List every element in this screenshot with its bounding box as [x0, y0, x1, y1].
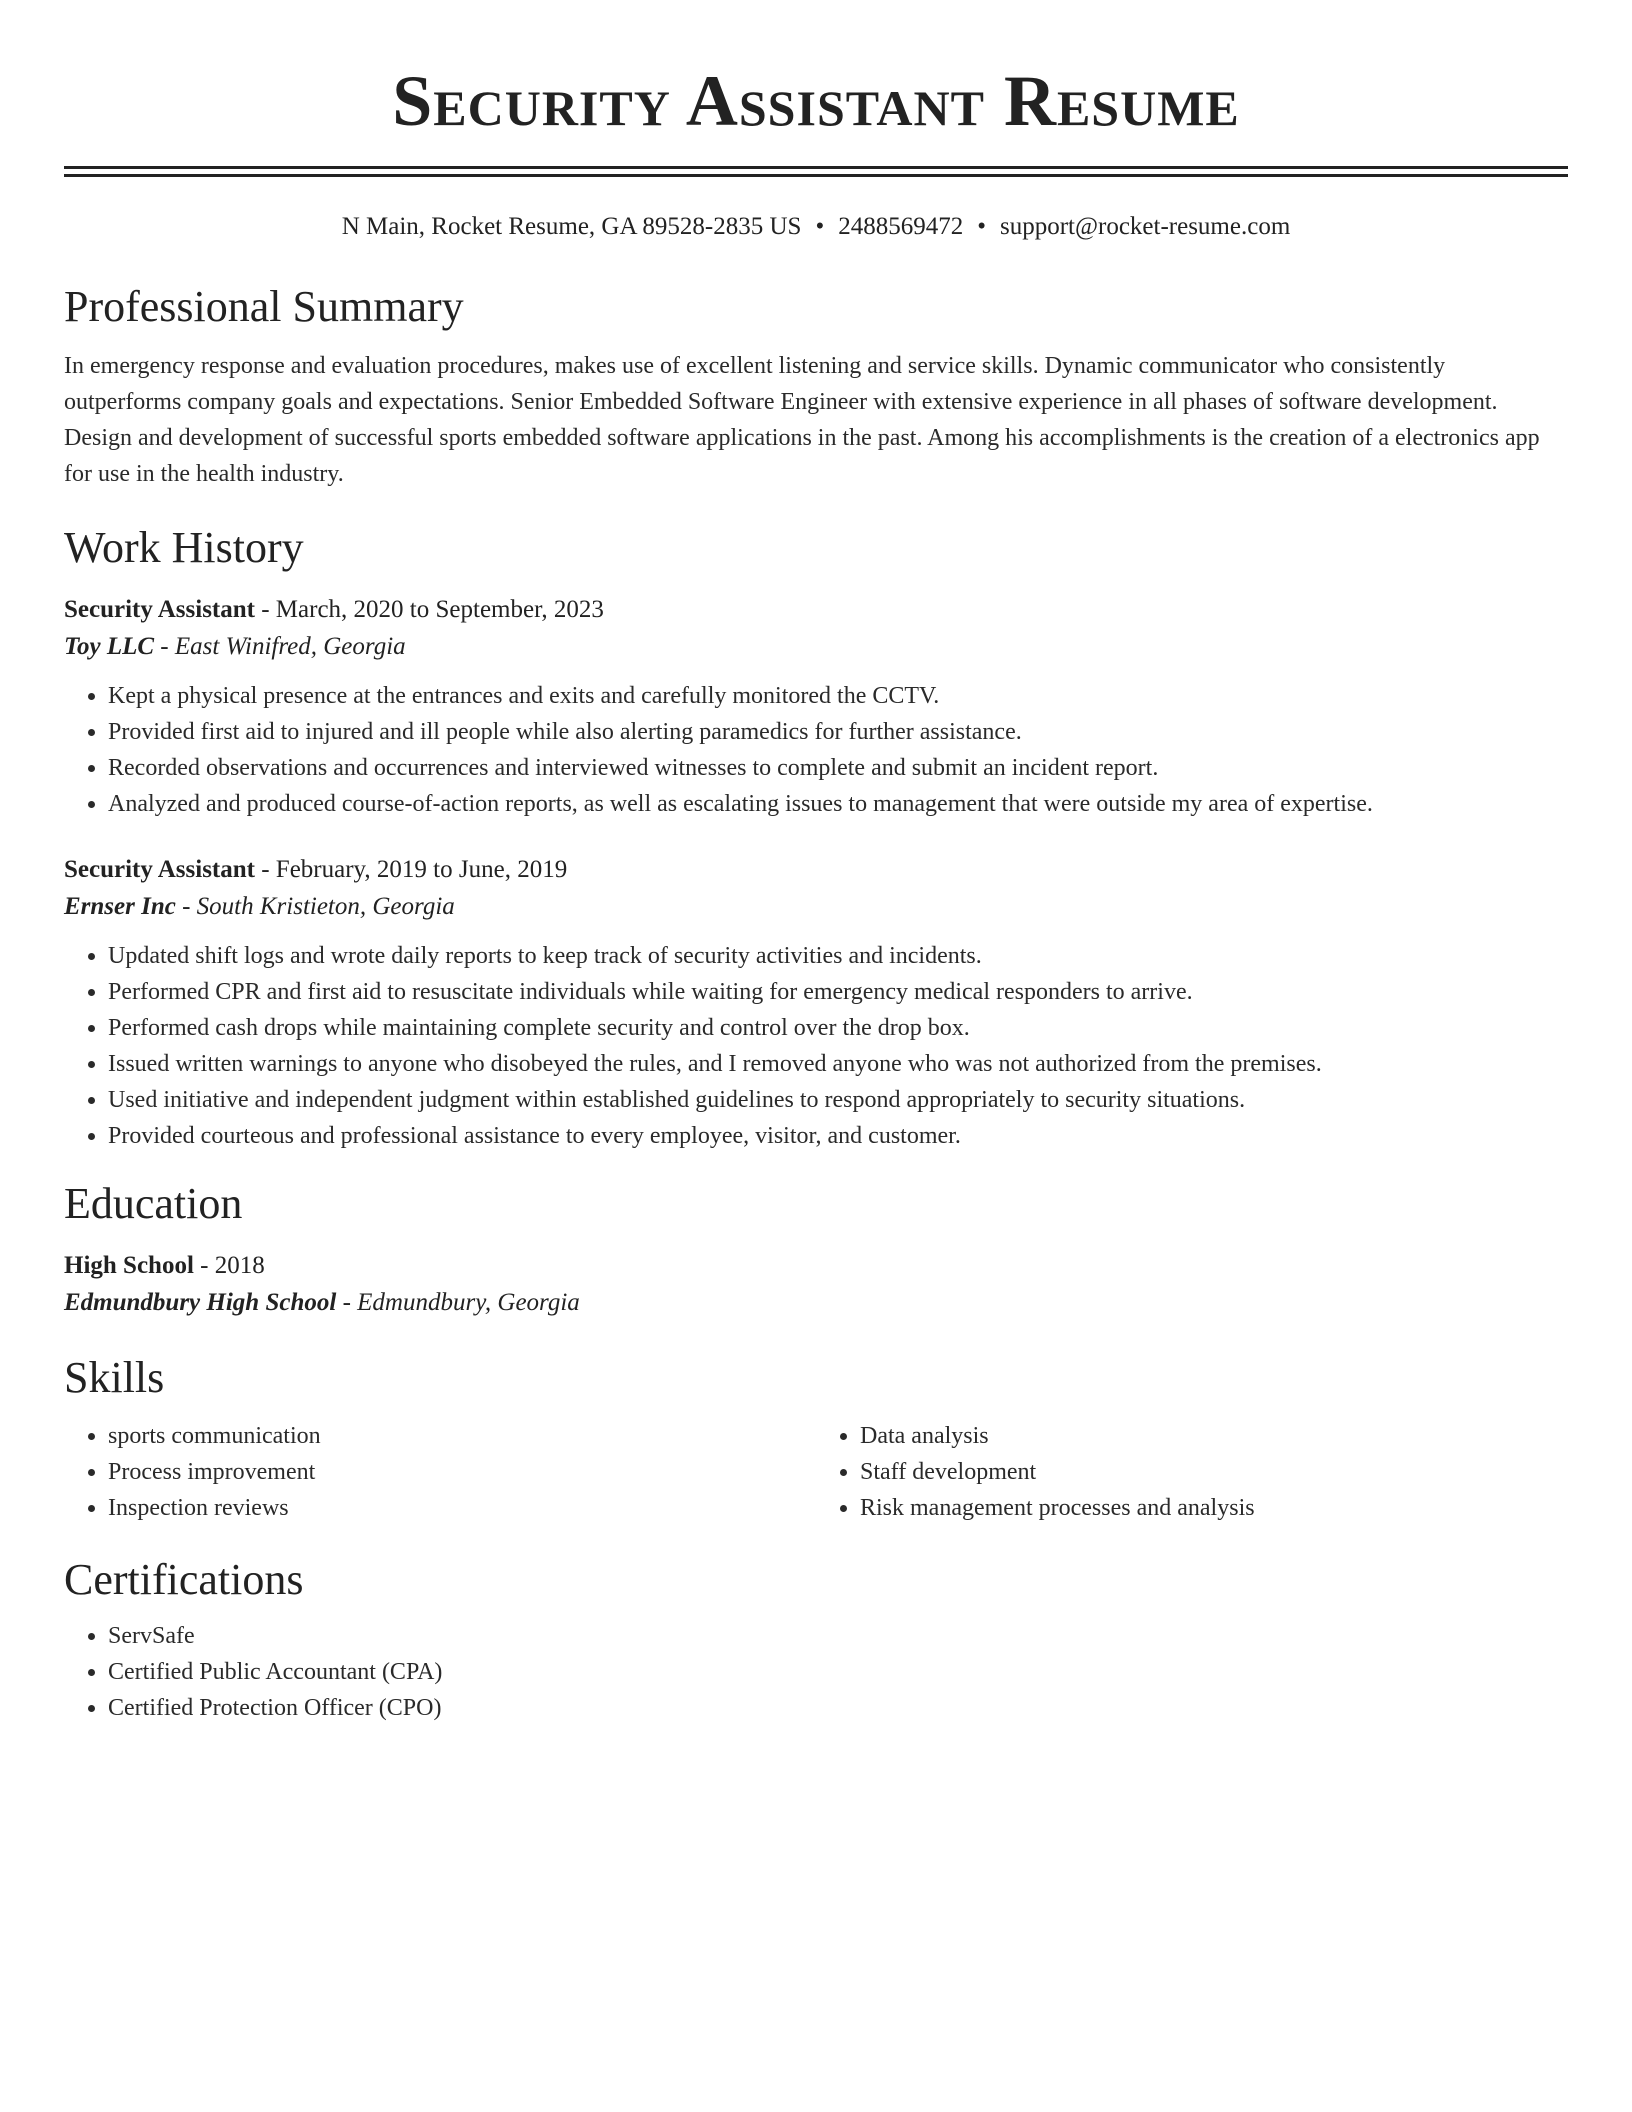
job-company: Toy LLC [64, 633, 155, 660]
list-item: • Certified Protection Officer (CPO) [108, 1690, 1568, 1726]
list-item: • Inspection reviews [108, 1490, 816, 1526]
job-company: Ernser Inc [64, 893, 176, 920]
list-item: • Provided first aid to injured and ill people while also alerting paramedics for further assistance. [108, 714, 1568, 750]
list-item: • Certified Public Accountant (CPA) [108, 1654, 1568, 1690]
job-org-line [64, 888, 1568, 926]
job-bullets [64, 938, 1568, 1154]
list-item: • Used initiative and independent judgment within established guidelines to respond appropriately to security situations. [108, 1082, 1568, 1118]
skills-section [64, 1352, 1568, 1526]
list-item: • Updated shift logs and wrote daily reports to keep track of security activities and incidents. [108, 938, 1568, 974]
list-item: • Process improvement [108, 1454, 816, 1490]
education-entry [64, 1248, 1568, 1322]
job-role-line [64, 592, 1568, 628]
job-org-line [64, 628, 1568, 666]
job-bullets [64, 678, 1568, 822]
education-location: - Edmundbury, Georgia [336, 1289, 580, 1316]
list-item: • Recorded observations and occurrences and interviewed witnesses to complete and submit an incident report. [108, 750, 1568, 786]
education-heading: Education [64, 1179, 243, 1228]
education-year: - 2018 [193, 1252, 265, 1279]
list-item: • Staff development [860, 1454, 1568, 1490]
skills-column-left [64, 1418, 816, 1526]
education-degree-line [64, 1248, 1568, 1284]
list-item: • Issued written warnings to anyone who disobeyed the rules, and I removed anyone who was not authorized from the premises. [108, 1046, 1568, 1082]
work-history-heading: Work History [64, 523, 304, 572]
skills-columns [64, 1418, 1568, 1526]
job-title: Security Assistant [64, 596, 255, 623]
job-location: - East Winifred, Georgia [154, 633, 406, 660]
list-item: • Risk management processes and analysis [860, 1490, 1568, 1526]
title-divider-bottom [64, 174, 1568, 177]
summary-text: In emergency response and evaluation procedures, makes use of excellent listening and service skills. Dynamic communicator who consistently outperforms company goals and expectations. Senior Embedded Software Engineer with extensive experience in all phases of software development. Design and development of successful sports embedded software applications in the past. Among his accomplishments is the creation of a electronics app for use in the health industry. [64, 353, 1540, 487]
job-title: Security Assistant [64, 856, 255, 883]
job-dates: - March, 2020 to September, 2023 [254, 596, 604, 623]
certifications-heading: Certifications [64, 1555, 304, 1604]
skills-column-right [816, 1418, 1568, 1526]
education-section [64, 1178, 1568, 1322]
education-school: Edmundbury High School [64, 1289, 337, 1316]
contact-phone: 2488569472 [838, 213, 964, 240]
job-entry [64, 852, 1568, 1154]
education-school-line [64, 1284, 1568, 1322]
contact-email: support@rocket-resume.com [999, 213, 1291, 240]
list-item: • Performed cash drops while maintaining complete security and control over the drop box. [108, 1010, 1568, 1046]
job-dates: - February, 2019 to June, 2019 [254, 856, 568, 883]
contact-separator: • [815, 213, 825, 240]
summary-heading: Professional Summary [64, 282, 464, 331]
certifications-section [64, 1554, 1568, 1726]
contact-line [64, 211, 1568, 243]
education-degree: High School [64, 1252, 194, 1279]
skills-heading: Skills [64, 1353, 165, 1402]
work-history-section [64, 522, 1568, 1154]
summary-section [64, 281, 1568, 492]
page-title: Security Assistant Resume [392, 61, 1240, 141]
list-item: • Performed CPR and first aid to resuscitate individuals while waiting for emergency medical responders to arrive. [108, 974, 1568, 1010]
list-item: • sports communication [108, 1418, 816, 1454]
list-item: • Data analysis [860, 1418, 1568, 1454]
list-item: • Analyzed and produced course-of-action reports, as well as escalating issues to management that were outside my area of expertise. [108, 786, 1568, 822]
job-location: - South Kristieton, Georgia [175, 893, 455, 920]
list-item: • Kept a physical presence at the entrances and exits and carefully monitored the CCTV. [108, 678, 1568, 714]
certifications-list [64, 1618, 1568, 1726]
job-entry [64, 592, 1568, 822]
list-item: • Provided courteous and professional assistance to every employee, visitor, and customer. [108, 1118, 1568, 1154]
contact-separator: • [977, 213, 986, 240]
job-role-line [64, 852, 1568, 888]
list-item: • ServSafe [108, 1618, 1568, 1654]
contact-address: N Main, Rocket Resume, GA 89528-2835 US [341, 213, 802, 240]
title-divider-top [64, 166, 1568, 169]
